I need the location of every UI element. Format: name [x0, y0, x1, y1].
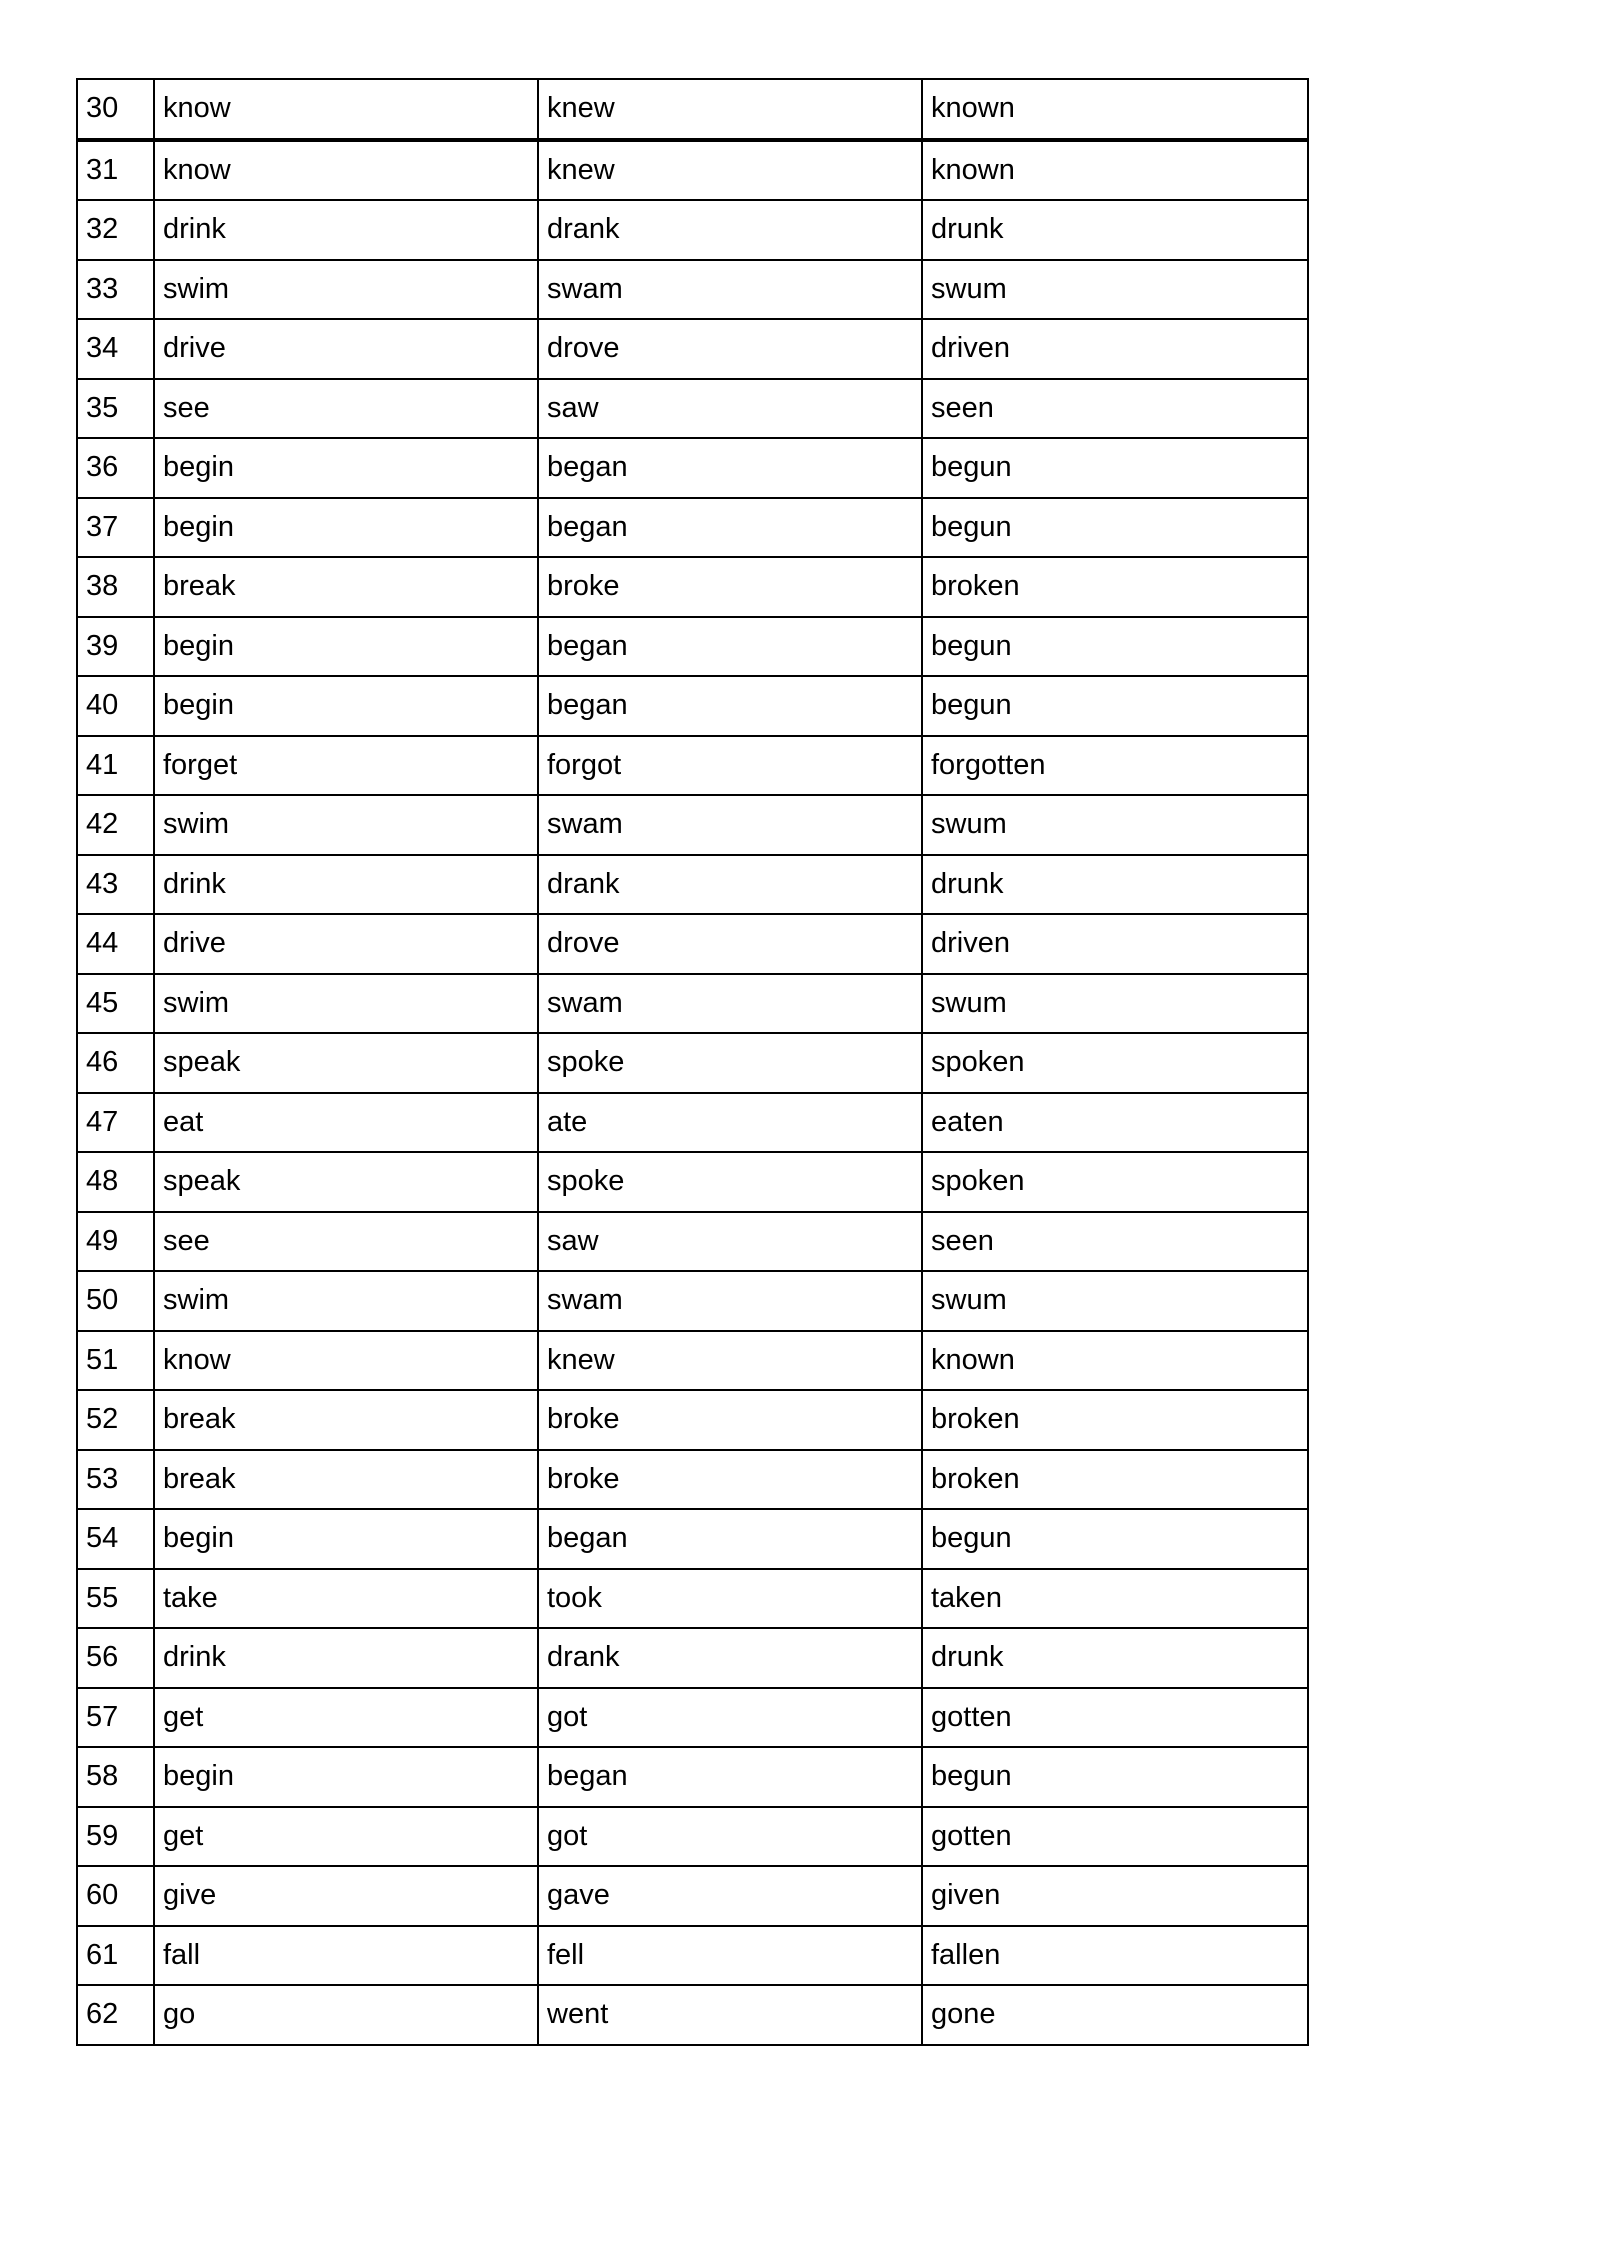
- row-number-cell: 49: [77, 1212, 154, 1272]
- past-simple-cell: drank: [538, 855, 922, 915]
- table-row: [77, 79, 1308, 140]
- past-participle-cell: drunk: [922, 200, 1308, 260]
- base-form-cell: begin: [154, 676, 538, 736]
- row-number-cell: 43: [77, 855, 154, 915]
- base-form-cell: break: [154, 1390, 538, 1450]
- base-form-cell: speak: [154, 1152, 538, 1212]
- table-row: [77, 795, 1308, 855]
- past-simple-cell: got: [538, 1807, 922, 1867]
- past-participle-cell: broken: [922, 1450, 1308, 1510]
- past-simple-cell: began: [538, 498, 922, 558]
- table-row: [77, 200, 1308, 260]
- row-number-cell: 61: [77, 1926, 154, 1986]
- base-form-cell: drink: [154, 1628, 538, 1688]
- table-row: [77, 1271, 1308, 1331]
- past-participle-cell: begun: [922, 1509, 1308, 1569]
- past-simple-cell: ate: [538, 1093, 922, 1153]
- past-simple-cell: knew: [538, 140, 922, 201]
- past-participle-cell: swum: [922, 260, 1308, 320]
- row-number-cell: 31: [77, 140, 154, 201]
- table-row: [77, 1212, 1308, 1272]
- table-row: [77, 1866, 1308, 1926]
- row-number-cell: 52: [77, 1390, 154, 1450]
- table-row: [77, 914, 1308, 974]
- past-simple-cell: broke: [538, 557, 922, 617]
- past-simple-cell: knew: [538, 1331, 922, 1391]
- base-form-cell: begin: [154, 438, 538, 498]
- row-number-cell: 57: [77, 1688, 154, 1748]
- past-simple-cell: took: [538, 1569, 922, 1629]
- past-participle-cell: swum: [922, 974, 1308, 1034]
- table-row: [77, 1628, 1308, 1688]
- base-form-cell: break: [154, 1450, 538, 1510]
- past-participle-cell: begun: [922, 617, 1308, 677]
- irregular-verbs-table: [76, 78, 1309, 2046]
- row-number-cell: 38: [77, 557, 154, 617]
- base-form-cell: drink: [154, 200, 538, 260]
- past-simple-cell: began: [538, 617, 922, 677]
- past-participle-cell: swum: [922, 1271, 1308, 1331]
- table-row: [77, 1569, 1308, 1629]
- base-form-cell: swim: [154, 795, 538, 855]
- past-simple-cell: spoke: [538, 1152, 922, 1212]
- base-form-cell: begin: [154, 1509, 538, 1569]
- past-simple-cell: swam: [538, 795, 922, 855]
- past-participle-cell: begun: [922, 498, 1308, 558]
- base-form-cell: speak: [154, 1033, 538, 1093]
- base-form-cell: go: [154, 1985, 538, 2045]
- past-participle-cell: known: [922, 140, 1308, 201]
- row-number-cell: 40: [77, 676, 154, 736]
- table-row: [77, 1033, 1308, 1093]
- row-number-cell: 35: [77, 379, 154, 439]
- base-form-cell: fall: [154, 1926, 538, 1986]
- base-form-cell: see: [154, 379, 538, 439]
- past-simple-cell: saw: [538, 1212, 922, 1272]
- past-simple-cell: drove: [538, 319, 922, 379]
- past-simple-cell: spoke: [538, 1033, 922, 1093]
- table-row: [77, 676, 1308, 736]
- row-number-cell: 42: [77, 795, 154, 855]
- table-row: [77, 1450, 1308, 1510]
- table-row: [77, 140, 1308, 201]
- base-form-cell: begin: [154, 1747, 538, 1807]
- base-form-cell: begin: [154, 498, 538, 558]
- base-form-cell: begin: [154, 617, 538, 677]
- base-form-cell: get: [154, 1688, 538, 1748]
- row-number-cell: 54: [77, 1509, 154, 1569]
- past-participle-cell: known: [922, 1331, 1308, 1391]
- past-participle-cell: drunk: [922, 1628, 1308, 1688]
- row-number-cell: 47: [77, 1093, 154, 1153]
- table-row: [77, 498, 1308, 558]
- base-form-cell: take: [154, 1569, 538, 1629]
- table-row: [77, 1747, 1308, 1807]
- row-number-cell: 46: [77, 1033, 154, 1093]
- past-simple-cell: went: [538, 1985, 922, 2045]
- past-simple-cell: began: [538, 438, 922, 498]
- row-number-cell: 32: [77, 200, 154, 260]
- past-participle-cell: drunk: [922, 855, 1308, 915]
- past-simple-cell: drank: [538, 200, 922, 260]
- past-simple-cell: swam: [538, 1271, 922, 1331]
- base-form-cell: know: [154, 79, 538, 140]
- past-participle-cell: spoken: [922, 1033, 1308, 1093]
- table-row: [77, 557, 1308, 617]
- base-form-cell: forget: [154, 736, 538, 796]
- verb-table-body: [77, 79, 1308, 2045]
- base-form-cell: drive: [154, 914, 538, 974]
- past-participle-cell: gone: [922, 1985, 1308, 2045]
- table-row: [77, 974, 1308, 1034]
- table-row: [77, 260, 1308, 320]
- base-form-cell: give: [154, 1866, 538, 1926]
- row-number-cell: 60: [77, 1866, 154, 1926]
- base-form-cell: get: [154, 1807, 538, 1867]
- past-simple-cell: began: [538, 676, 922, 736]
- past-participle-cell: seen: [922, 1212, 1308, 1272]
- table-row: [77, 1926, 1308, 1986]
- past-simple-cell: broke: [538, 1390, 922, 1450]
- table-row: [77, 319, 1308, 379]
- past-simple-cell: swam: [538, 974, 922, 1034]
- row-number-cell: 34: [77, 319, 154, 379]
- past-simple-cell: fell: [538, 1926, 922, 1986]
- row-number-cell: 62: [77, 1985, 154, 2045]
- past-participle-cell: gotten: [922, 1807, 1308, 1867]
- table-row: [77, 1509, 1308, 1569]
- base-form-cell: eat: [154, 1093, 538, 1153]
- row-number-cell: 53: [77, 1450, 154, 1510]
- row-number-cell: 37: [77, 498, 154, 558]
- past-simple-cell: began: [538, 1509, 922, 1569]
- row-number-cell: 41: [77, 736, 154, 796]
- table-row: [77, 379, 1308, 439]
- table-row: [77, 1331, 1308, 1391]
- past-participle-cell: driven: [922, 319, 1308, 379]
- row-number-cell: 50: [77, 1271, 154, 1331]
- base-form-cell: break: [154, 557, 538, 617]
- base-form-cell: see: [154, 1212, 538, 1272]
- row-number-cell: 48: [77, 1152, 154, 1212]
- row-number-cell: 30: [77, 79, 154, 140]
- base-form-cell: know: [154, 1331, 538, 1391]
- past-simple-cell: drove: [538, 914, 922, 974]
- row-number-cell: 44: [77, 914, 154, 974]
- table-row: [77, 1390, 1308, 1450]
- table-row: [77, 617, 1308, 677]
- table-row: [77, 1985, 1308, 2045]
- table-row: [77, 1807, 1308, 1867]
- base-form-cell: drink: [154, 855, 538, 915]
- past-participle-cell: known: [922, 79, 1308, 140]
- row-number-cell: 36: [77, 438, 154, 498]
- past-participle-cell: gotten: [922, 1688, 1308, 1748]
- past-participle-cell: begun: [922, 1747, 1308, 1807]
- past-participle-cell: begun: [922, 438, 1308, 498]
- past-participle-cell: taken: [922, 1569, 1308, 1629]
- past-simple-cell: began: [538, 1747, 922, 1807]
- past-simple-cell: drank: [538, 1628, 922, 1688]
- table-row: [77, 1688, 1308, 1748]
- past-simple-cell: swam: [538, 260, 922, 320]
- table-row: [77, 438, 1308, 498]
- row-number-cell: 59: [77, 1807, 154, 1867]
- past-participle-cell: seen: [922, 379, 1308, 439]
- past-participle-cell: spoken: [922, 1152, 1308, 1212]
- verb-table-sheet: [76, 78, 1307, 2046]
- row-number-cell: 51: [77, 1331, 154, 1391]
- row-number-cell: 45: [77, 974, 154, 1034]
- past-participle-cell: driven: [922, 914, 1308, 974]
- table-row: [77, 736, 1308, 796]
- row-number-cell: 58: [77, 1747, 154, 1807]
- base-form-cell: know: [154, 140, 538, 201]
- past-simple-cell: saw: [538, 379, 922, 439]
- past-simple-cell: got: [538, 1688, 922, 1748]
- row-number-cell: 33: [77, 260, 154, 320]
- row-number-cell: 56: [77, 1628, 154, 1688]
- table-row: [77, 1093, 1308, 1153]
- past-participle-cell: swum: [922, 795, 1308, 855]
- past-simple-cell: broke: [538, 1450, 922, 1510]
- base-form-cell: swim: [154, 260, 538, 320]
- base-form-cell: swim: [154, 974, 538, 1034]
- past-participle-cell: broken: [922, 557, 1308, 617]
- past-simple-cell: gave: [538, 1866, 922, 1926]
- past-participle-cell: given: [922, 1866, 1308, 1926]
- base-form-cell: swim: [154, 1271, 538, 1331]
- past-participle-cell: begun: [922, 676, 1308, 736]
- table-row: [77, 1152, 1308, 1212]
- past-participle-cell: broken: [922, 1390, 1308, 1450]
- row-number-cell: 55: [77, 1569, 154, 1629]
- past-participle-cell: eaten: [922, 1093, 1308, 1153]
- past-participle-cell: fallen: [922, 1926, 1308, 1986]
- base-form-cell: drive: [154, 319, 538, 379]
- past-simple-cell: knew: [538, 79, 922, 140]
- row-number-cell: 39: [77, 617, 154, 677]
- past-participle-cell: forgotten: [922, 736, 1308, 796]
- table-row: [77, 855, 1308, 915]
- past-simple-cell: forgot: [538, 736, 922, 796]
